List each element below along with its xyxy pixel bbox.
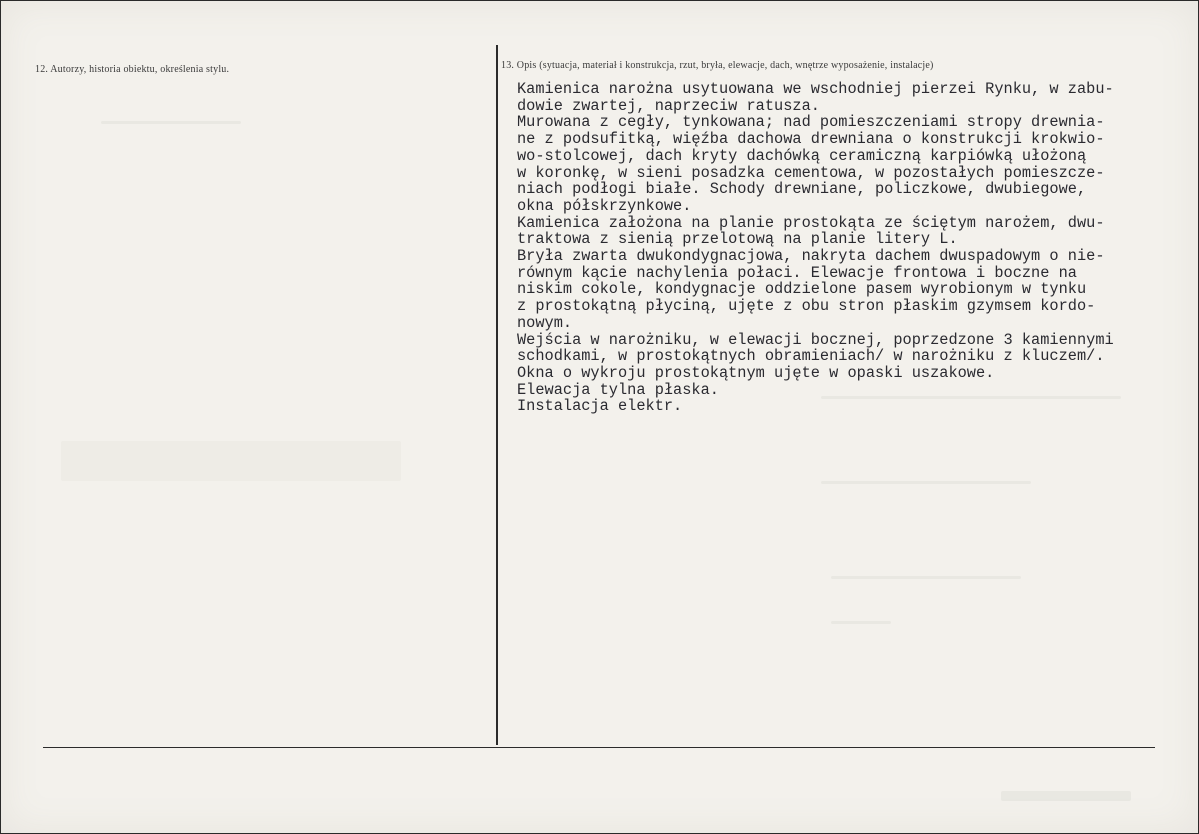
description-line: Okna o wykroju prostokątnym ujęte w opaski uszakowe. [517, 363, 995, 382]
description-text [517, 81, 1187, 415]
description-line: Murowana z cegły, tynkowana; nad pomieszczeniami stropy drewnia- [517, 113, 1105, 132]
description-line: Instalacja elektr. [517, 397, 683, 416]
column-divider [496, 45, 498, 745]
description-line: Kamienica założona na planie prostokąta ze ściętym narożem, dwu- [517, 213, 1105, 232]
show-through-mark [831, 621, 891, 624]
description-line: ne z podsufitką, więźba dachowa drewniana o konstrukcji krokwio- [517, 130, 1105, 149]
field-13-label: 13. Opis (sytuacja, materiał i konstrukcja, rzut, bryła, elewacje, dach, wnętrze wyposażenie, instalacje) [501, 60, 934, 71]
field-12-label: 12. Autorzy, historia obiektu, określenia stylu. [35, 64, 230, 75]
description-line: dowie zwartej, naprzeciw ratusza. [517, 96, 820, 115]
description-line: niskim cokole, kondygnacje oddzielone pasem wyrobionym w tynku [517, 280, 1087, 299]
description-line: niach podłogi białe. Schody drewniane, policzkowe, dwubiegowe, [517, 180, 1087, 199]
description-line: traktowa z sienią przelotową na planie litery L. [517, 230, 958, 249]
description-line: schodkami, w prostokątnych obramieniach/ w narożniku z kluczem/. [517, 347, 1105, 366]
description-line: w koronkę, w sieni posadzka cementowa, w pozostałych pomieszcze- [517, 163, 1105, 182]
description-line: z prostokątną płyciną, ujęte z obu stron płaskim gzymsem kordo- [517, 297, 1096, 316]
description-line: Elewacja tylna płaska. [517, 380, 719, 399]
description-line: nowym. [517, 313, 573, 332]
show-through-mark [831, 576, 1021, 579]
show-through-mark [61, 441, 401, 481]
show-through-mark [101, 121, 241, 124]
description-line: Wejścia w narożniku, w elewacji bocznej, poprzedzone 3 kamiennymi [517, 330, 1114, 349]
show-through-mark [1001, 791, 1131, 801]
description-line: Bryła zwarta dwukondygnacjowa, nakryta dachem dwuspadowym o nie- [517, 247, 1105, 266]
description-line: równym kącie nachylenia połaci. Elewacje frontowa i boczne na [517, 263, 1077, 282]
show-through-mark [821, 481, 1031, 484]
description-line: wo-stolcowej, dach kryty dachówką ceramiczną karpiówką ułożoną [517, 146, 1087, 165]
description-line: Kamienica narożna usytuowana we wschodniej pierzei Rynku, w zabu- [517, 80, 1114, 98]
description-line: okna półskrzynkowe. [517, 196, 692, 215]
bottom-rule [43, 747, 1155, 748]
